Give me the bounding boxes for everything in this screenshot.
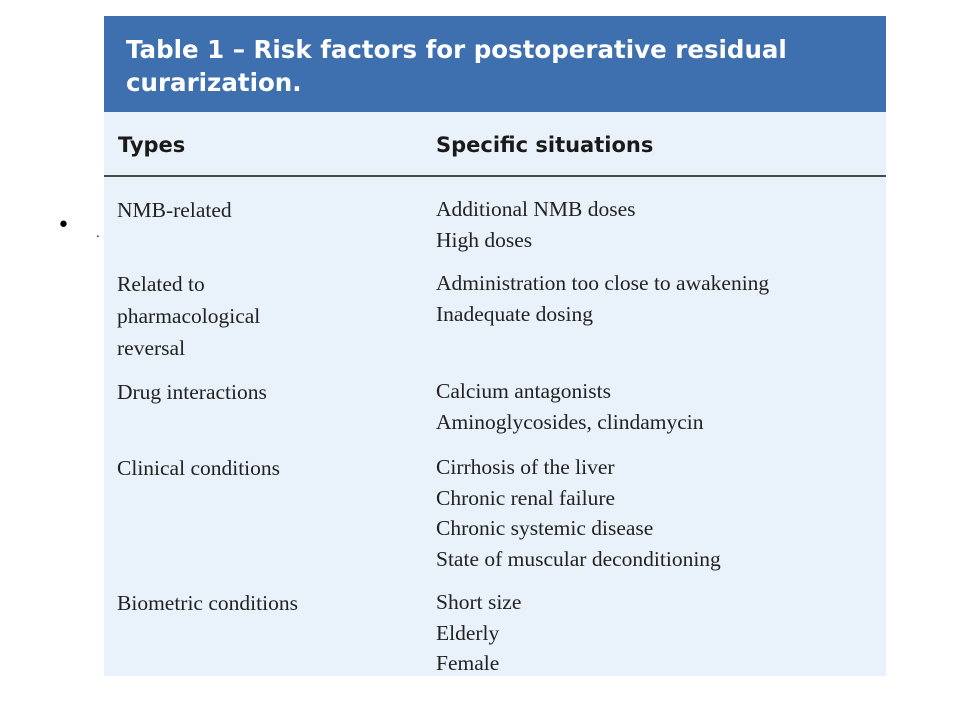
- cell-situations: [436, 587, 881, 676]
- bullet-icon: •: [57, 213, 70, 238]
- situation-line: Inadequate dosing: [436, 301, 594, 326]
- situation-line: High doses: [436, 227, 533, 252]
- situation-line: State of muscular deconditioning: [436, 546, 721, 571]
- type-line: Biometric conditions: [117, 591, 298, 615]
- situation-line: Additional NMB doses: [436, 197, 636, 221]
- cell-situations: [436, 452, 881, 574]
- situation-line: Cirrhosis of the liver: [436, 455, 615, 479]
- situation-line: Calcium antagonists: [436, 379, 611, 403]
- type-line: Drug interactions: [117, 380, 267, 404]
- situation-line: Female: [436, 651, 500, 675]
- cell-situations: [436, 376, 881, 437]
- risk-factors-table: [104, 16, 886, 676]
- cell-type: [117, 268, 417, 364]
- cell-type: [117, 194, 417, 226]
- situation-line: Chronic systemic disease: [436, 516, 654, 540]
- situation-line: Elderly: [436, 620, 500, 645]
- cell-situations: [436, 268, 881, 329]
- cell-situations: [436, 194, 881, 255]
- cell-type: [117, 376, 417, 408]
- type-line: Clinical conditions: [117, 456, 281, 480]
- type-line: NMB-related: [117, 198, 232, 222]
- column-header-types: Types: [118, 133, 186, 157]
- type-line: Related to: [117, 272, 205, 296]
- column-header-specific-situations: Specific situations: [436, 133, 654, 157]
- table-header-band: [104, 16, 886, 112]
- type-line: reversal: [117, 336, 186, 360]
- situation-line: Chronic renal failure: [436, 485, 616, 510]
- header-divider: [104, 175, 886, 177]
- type-line: pharmacological: [117, 304, 261, 328]
- situation-line: Administration too close to awakening: [436, 271, 770, 295]
- bullet-trailing-text: .: [96, 226, 100, 240]
- situation-line: Short size: [436, 590, 522, 614]
- table-title: Table 1 – Risk factors for postoperative residual curarization.: [126, 35, 787, 97]
- situation-line: Aminoglycosides, clindamycin: [436, 409, 704, 434]
- cell-type: [117, 452, 417, 484]
- cell-type: [117, 587, 417, 619]
